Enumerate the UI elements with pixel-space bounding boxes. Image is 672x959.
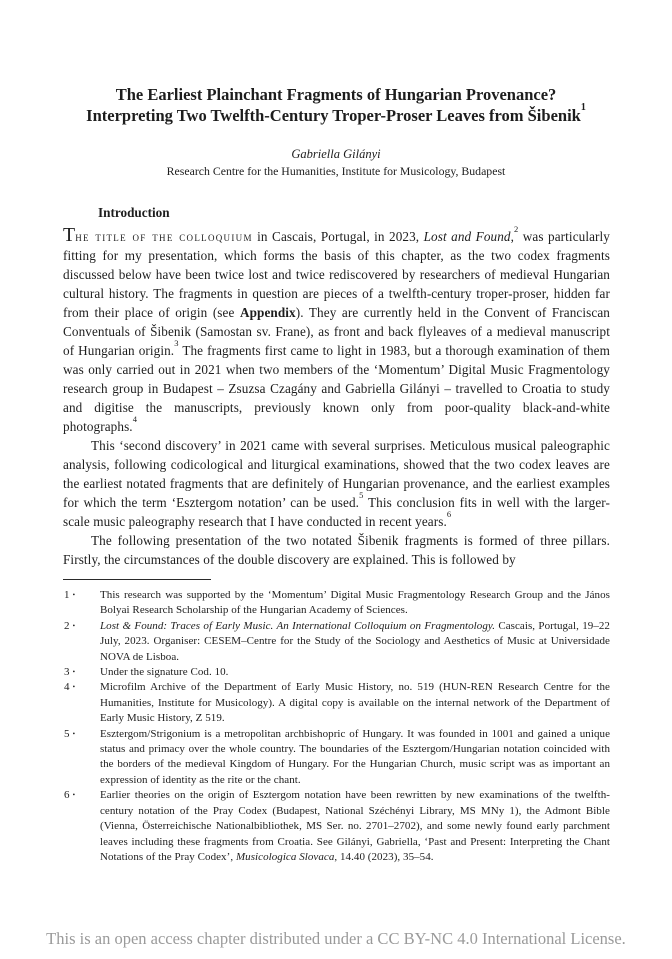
footnote-text [100, 681, 610, 724]
text-run: ). They are currently held in the Convent of Franciscan Conventuals of Šibenik (Samostan sv. Frane), as front and back flyleaves of a medieval manuscript of Hungarian origin. [63, 305, 610, 358]
text-run: Microfilm Archive of the Department of Early Music History, no. 519 (HUN-REN Research Centre for the Humanities, Institute for Musicology). A digital copy is available on the internal network of the Department of Early Music History, Z 519. [100, 681, 610, 725]
text-run: Appendix [239, 305, 296, 320]
article-title-line2 [40, 102, 632, 126]
text-run: Cascais, Portugal, 19–22 July, 2023. Organiser: CESEM–Centre for the Study of the Sociology and Aesthetics of Music at Universidade NOVA de Lisboa. [100, 619, 610, 663]
footnote-number [64, 588, 75, 604]
author-name: Gabriella Gilányi [291, 147, 381, 161]
footnote-item-1 [63, 588, 610, 619]
footnote-ref: 6 [446, 508, 452, 519]
paragraph-3 [63, 531, 610, 569]
section-heading: Introduction [98, 205, 170, 220]
article-title [40, 84, 632, 126]
footnote-number-text: 4 [64, 681, 70, 694]
bullet-icon: • [72, 621, 76, 630]
footnote-number [64, 727, 75, 743]
text-run: Under the signature Cod. 10. [100, 666, 229, 679]
open-access-license-notice [0, 928, 672, 949]
bullet-icon: • [72, 591, 76, 599]
article-title-line2-text: Interpreting Two Twelfth-Century Troper-Proser Leaves from Šibenik [86, 106, 581, 125]
footnote-ref: 4 [132, 413, 138, 424]
text-run: The following presentation of the two notated Šibenik fragments is formed of three pillars. Firstly, the circumstances of the double discovery are explained. This is followed by [63, 533, 610, 567]
paragraph-2 [63, 436, 610, 531]
text-run: Earlier theories on the origin of Esztergom notation have been rewritten by new examinations of the twelfth-century notation of the Pray Codex (Budapest, National Széchényi Library, MS MNy 1), the Admont Bible (Vienna, Österreichische Nationalbibliothek, MS Ser. no. 2701–2702), and some newly found early parchment leaves including these fragments from Croatia. See Gilányi, Gabriella, ‘Past and Present: Interpreting the Chant Notations of the Pray Codex’, [100, 789, 610, 863]
footnote-text [100, 589, 610, 616]
footnote-separator-rule [63, 579, 211, 580]
author-affiliation: Research Centre for the Humanities, Institute for Musicology, Budapest [166, 164, 506, 178]
footnote-text [100, 728, 610, 786]
footnote-number [64, 619, 75, 635]
text-run: The fragments first came to light in 1983, but a thorough examination of them was only carried out in 2021 when two members of the ‘Momentum’ Digital Music Fragmentology research group in Budapest – Zsuzsa Czagány and Gabriella Gilányi – travelled to Croatia to study and digitise the manuscripts, previously known only from poor-quality black-and-white photographs. [63, 343, 610, 434]
footnote-text [100, 666, 229, 678]
footnote-item-5 [63, 727, 610, 789]
bullet-icon: • [72, 791, 76, 800]
article-header [0, 0, 672, 178]
footnote-item-4 [63, 680, 610, 726]
text-run: in Cascais, Portugal, in 2023, [252, 229, 424, 244]
footnote-ref: 5 [359, 489, 364, 500]
footnote-text [100, 789, 610, 863]
license-text: This is an open access chapter distributed under a CC BY-NC 4.0 International License. [46, 929, 626, 948]
footnote-ref: 3 [174, 337, 179, 348]
bullet-icon: • [72, 683, 76, 692]
text-run: Esztergom/Strigonium is a metropolitan archbishopric of Hungary. It was founded in 1001 and gained a unique status and primacy over the whole country. The boundaries of the Esztergom/Hungarian notation coincided with the borders of the medieval Kingdom of Hungary. For the Hungarian Church, music script was as important an expression of identity as the rite or the chant. [100, 727, 610, 786]
text-run: was particularly fitting for my presentation, which forms the basis of this chapter, as the two codex fragments discussed below have been twice lost and twice rediscovered by researchers of medieval Hungarian cultural history. The fragments in question are pieces of a twelfth-century troper-proser, hidden far from their place of origin (see [63, 229, 611, 320]
footnote-number-text: 2 [64, 619, 70, 632]
paragraph-1 [63, 223, 611, 436]
text-run: This research was supported by the ‘Momentum’ Digital Music Fragmentology Research Group and the János Bolyai Research Scholarship of the Hungarian Academy of Sciences. [100, 589, 610, 617]
footnote-number-text: 1 [64, 589, 70, 601]
text-run: he title of the colloquium [75, 229, 253, 244]
text-run: Musicologica Slovaca [235, 850, 335, 863]
text-run: , 14.40 (2023), 35–54. [334, 850, 434, 863]
article-title-line1: The Earliest Plainchant Fragments of Hungarian Provenance? [115, 85, 557, 104]
footnote-number-text: 6 [64, 789, 70, 802]
footnote-item-6 [63, 788, 610, 865]
footnote-number [64, 680, 75, 696]
footnote-item-3 [63, 665, 610, 680]
text-run: Lost and Found [423, 229, 511, 244]
text-run: T [63, 224, 76, 246]
footnote-ref: 1 [580, 102, 586, 113]
footnote-number-text: 5 [64, 727, 70, 740]
footnote-number [64, 788, 75, 804]
bullet-icon: • [72, 668, 76, 677]
article-body [63, 205, 610, 569]
bullet-icon: • [72, 729, 76, 738]
footnote-number-text: 3 [64, 666, 70, 679]
text-run: This conclusion fits in well with the larger-scale music paleography research that I have conducted in recent years. [63, 495, 611, 529]
footnote-item-2 [63, 619, 610, 665]
text-run: , [510, 229, 515, 244]
footnote-ref: 2 [514, 223, 519, 234]
text-run: Lost & Found: Traces of Early Music. An International Colloquium on Fragmentology. [100, 619, 496, 632]
footnote-number [64, 665, 75, 681]
footnotes-section [63, 579, 610, 865]
footnote-text [100, 620, 610, 663]
text-run: This ‘second discovery’ in 2021 came with several surprises. Meticulous musical paleographic analysis, following codicological and liturgical examinations, showed that the two codex leaves are the earliest notated fragments that are definitely of Hungarian provenance, and the earliest examples for which the term ‘Esztergom notation’ can be used. [63, 438, 610, 510]
